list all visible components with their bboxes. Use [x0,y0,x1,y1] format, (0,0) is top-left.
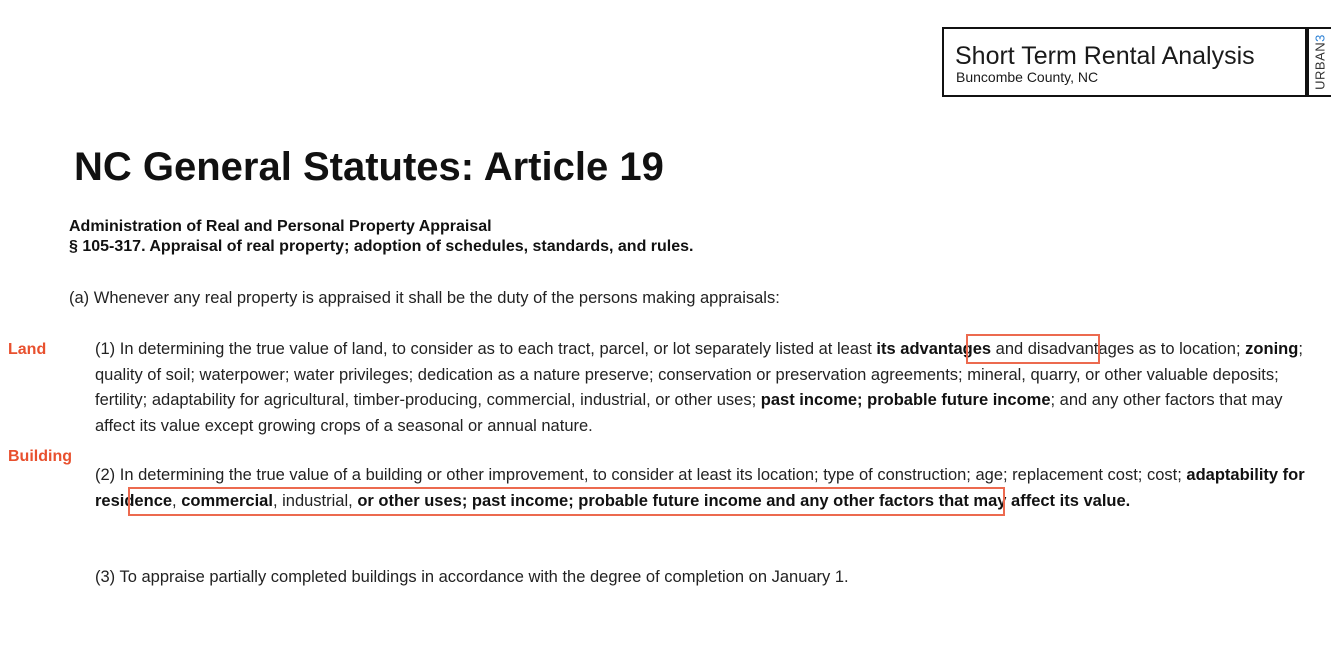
brand-accent: 3 [1312,34,1328,42]
p1-bold-zoning: zoning [1245,340,1299,358]
p2-bold-other-factors: and any other factors that may affect its value. [761,491,1131,510]
paragraph-2 [95,463,1320,514]
brand-text: URBAN [1312,41,1328,90]
p2-text-3: , industrial, [272,491,358,510]
p1-bold-income: past income; probable future income [760,391,1051,409]
p1-text-2: and disadvantages as to location; [991,340,1246,358]
statute-heading: § 105-317. Appraisal of real property; adoption of schedules, standards, and rules. [69,238,694,255]
p1-bold-advantages: its advantages [876,340,992,358]
paragraph-a: (a) Whenever any real property is appraised it shall be the duty of the persons making appraisals: [69,289,780,307]
report-title: Short Term Rental Analysis [955,42,1255,70]
section-heading: Administration of Real and Personal Property Appraisal [69,218,492,235]
brand-logo-box [1307,27,1331,97]
p2-text-1: (2) In determining the true value of a building or other improvement, to consider at least its location; type of construction; age; replacement cost; cost; [95,466,1187,484]
paragraph-1 [95,337,1320,439]
p2-bold-residence: adaptability for residence [95,466,1305,510]
p1-text-4: ; and any other factors that may affect its value except growing crops of a seasonal or annual nature. [95,391,1283,435]
paragraph-3: (3) To appraise partially completed buildings in accordance with the degree of completion on January 1. [95,568,849,586]
land-label: Land [8,341,47,358]
p1-text-1: (1) In determining the true value of land, to consider as to each tract, parcel, or lot separately listed at least [95,340,877,358]
page-title: NC General Statutes: Article 19 [74,145,664,189]
building-label: Building [8,448,72,465]
p1-text-3: ; quality of soil; waterpower; water privileges; dedication as a nature preserve; conservation or preservation agreements; mineral, quarry, or other valuable deposits; fertility; adaptability for agricultural, timber-producing, commercial, industrial, or other uses; [95,340,1303,409]
report-title-box [942,27,1307,97]
p2-bold-commercial: commercial [181,491,273,510]
report-subtitle: Buncombe County, NC [956,69,1099,85]
p2-text-2: , [172,491,182,510]
p2-bold-uses-income: or other uses; past income; probable future income [357,491,762,510]
brand-logo [1313,34,1328,90]
